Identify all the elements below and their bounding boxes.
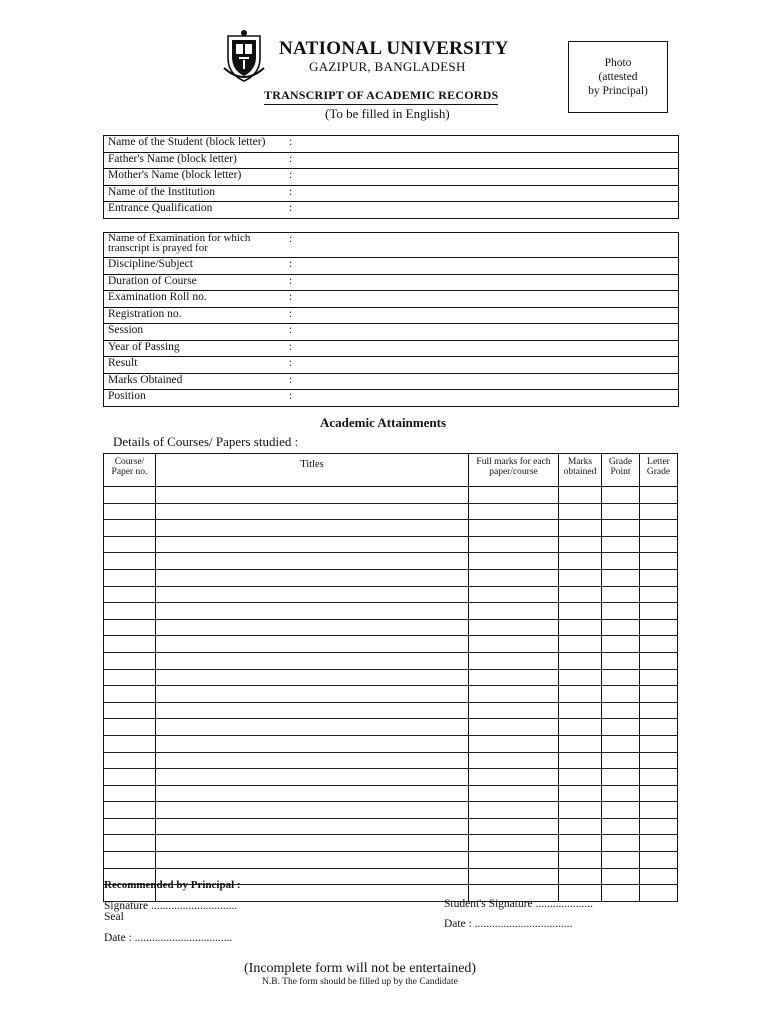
- marks-obtained-cell[interactable]: [559, 818, 602, 835]
- field-label: Examination Roll no.: [104, 291, 283, 308]
- full-marks-cell[interactable]: [469, 586, 559, 603]
- course-row: [104, 785, 678, 802]
- full-marks-cell[interactable]: [469, 835, 559, 852]
- letter-grade-cell[interactable]: [640, 769, 678, 786]
- full-marks-cell[interactable]: [469, 818, 559, 835]
- field-value[interactable]: [282, 258, 679, 275]
- course-row: [104, 619, 678, 636]
- letter-grade-cell[interactable]: [640, 818, 678, 835]
- course-row: [104, 702, 678, 719]
- marks-obtained-cell[interactable]: [559, 569, 602, 586]
- info-row[interactable]: [104, 274, 679, 291]
- courses-table: [103, 453, 678, 902]
- field-separator: :: [289, 390, 293, 402]
- marks-obtained-cell[interactable]: [559, 735, 602, 752]
- letter-grade-cell[interactable]: [640, 735, 678, 752]
- info-row[interactable]: [104, 136, 679, 153]
- info-row[interactable]: [104, 291, 679, 308]
- grade-point-cell[interactable]: [602, 619, 640, 636]
- field-label: Result: [104, 357, 283, 374]
- course-no-cell[interactable]: [104, 702, 156, 719]
- info-row[interactable]: [104, 324, 679, 341]
- letter-grade-cell[interactable]: [640, 669, 678, 686]
- university-location: GAZIPUR, BANGLADESH: [309, 59, 466, 74]
- course-no-cell[interactable]: [104, 520, 156, 537]
- principal-date-line[interactable]: Date : ..................................: [104, 932, 233, 944]
- field-separator: :: [289, 258, 293, 270]
- letter-grade-cell[interactable]: [640, 603, 678, 620]
- course-no-cell[interactable]: [104, 818, 156, 835]
- incomplete-form-warning: (Incomplete form will not be entertained): [244, 961, 477, 976]
- grade-point-cell[interactable]: [602, 652, 640, 669]
- field-separator: :: [289, 340, 293, 353]
- marks-obtained-cell[interactable]: [559, 586, 602, 603]
- column-header-titles: Titles: [156, 454, 469, 487]
- field-label: Registration no.: [104, 307, 283, 324]
- info-row[interactable]: [104, 390, 679, 407]
- field-separator: :: [289, 307, 293, 320]
- grade-point-cell[interactable]: [602, 636, 640, 653]
- field-separator: :: [289, 324, 293, 336]
- title-cell[interactable]: [156, 603, 469, 620]
- info-row[interactable]: [104, 202, 679, 219]
- title-cell[interactable]: [156, 652, 469, 669]
- title-cell[interactable]: [156, 752, 469, 769]
- grade-point-cell[interactable]: [602, 802, 640, 819]
- column-header-letter-grade: Letter Grade: [640, 454, 678, 487]
- title-cell[interactable]: [156, 686, 469, 703]
- course-row: [104, 569, 678, 586]
- full-marks-cell[interactable]: [469, 702, 559, 719]
- marks-obtained-cell[interactable]: [559, 520, 602, 537]
- grade-point-cell[interactable]: [602, 536, 640, 553]
- title-cell[interactable]: [156, 553, 469, 570]
- title-cell[interactable]: [156, 852, 469, 869]
- course-no-cell[interactable]: [104, 835, 156, 852]
- field-separator: :: [289, 373, 293, 386]
- field-value[interactable]: [282, 136, 679, 153]
- field-value[interactable]: [282, 274, 679, 291]
- grade-point-cell[interactable]: [602, 868, 640, 885]
- course-row: [104, 769, 678, 786]
- title-cell[interactable]: [156, 569, 469, 586]
- field-separator: :: [289, 233, 293, 245]
- marks-obtained-cell[interactable]: [559, 503, 602, 520]
- course-row: [104, 686, 678, 703]
- section-title: Academic Attainments: [320, 415, 447, 430]
- letter-grade-cell[interactable]: [640, 885, 678, 902]
- section-subtitle: Details of Courses/ Papers studied :: [113, 434, 299, 449]
- field-value[interactable]: [282, 233, 679, 258]
- letter-grade-cell[interactable]: [640, 503, 678, 520]
- field-separator: :: [289, 152, 293, 165]
- marks-obtained-cell[interactable]: [559, 652, 602, 669]
- field-label: Marks Obtained: [104, 373, 283, 390]
- course-row: [104, 487, 678, 504]
- title-cell[interactable]: [156, 669, 469, 686]
- letter-grade-cell[interactable]: [640, 719, 678, 736]
- full-marks-cell[interactable]: [469, 769, 559, 786]
- letter-grade-cell[interactable]: [640, 835, 678, 852]
- column-header-full-marks: Full marks for each paper/course: [469, 454, 559, 487]
- field-separator: :: [289, 136, 293, 148]
- title-cell[interactable]: [156, 835, 469, 852]
- student-signature-line[interactable]: Student's Signature ....................: [444, 898, 594, 910]
- full-marks-cell[interactable]: [469, 669, 559, 686]
- full-marks-cell[interactable]: [469, 636, 559, 653]
- course-no-cell[interactable]: [104, 852, 156, 869]
- field-value[interactable]: [282, 202, 679, 219]
- field-value[interactable]: [282, 291, 679, 308]
- title-cell[interactable]: [156, 735, 469, 752]
- letter-grade-cell[interactable]: [640, 868, 678, 885]
- course-no-cell[interactable]: [104, 802, 156, 819]
- grade-point-cell[interactable]: [602, 735, 640, 752]
- full-marks-cell[interactable]: [469, 719, 559, 736]
- field-label: Year of Passing: [104, 340, 283, 357]
- grade-point-cell[interactable]: [602, 586, 640, 603]
- marks-obtained-cell[interactable]: [559, 536, 602, 553]
- course-row: [104, 652, 678, 669]
- course-row: [104, 752, 678, 769]
- marks-obtained-cell[interactable]: [559, 636, 602, 653]
- grade-point-cell[interactable]: [602, 769, 640, 786]
- full-marks-cell[interactable]: [469, 520, 559, 537]
- course-row: [104, 735, 678, 752]
- course-no-cell[interactable]: [104, 586, 156, 603]
- full-marks-cell[interactable]: [469, 752, 559, 769]
- course-no-cell[interactable]: [104, 769, 156, 786]
- title-cell[interactable]: [156, 769, 469, 786]
- letter-grade-cell[interactable]: [640, 553, 678, 570]
- title-cell[interactable]: [156, 536, 469, 553]
- grade-point-cell[interactable]: [602, 818, 640, 835]
- title-cell[interactable]: [156, 520, 469, 537]
- title-cell[interactable]: [156, 487, 469, 504]
- title-cell[interactable]: [156, 818, 469, 835]
- courses-body: [104, 487, 678, 902]
- letter-grade-cell[interactable]: [640, 569, 678, 586]
- info-row[interactable]: [104, 373, 679, 390]
- info-row[interactable]: [104, 258, 679, 275]
- courses-header-row: [104, 454, 678, 487]
- seal-label: Seal: [104, 911, 124, 923]
- course-no-cell[interactable]: [104, 569, 156, 586]
- field-value[interactable]: [282, 324, 679, 341]
- course-no-cell[interactable]: [104, 785, 156, 802]
- grade-point-cell[interactable]: [602, 503, 640, 520]
- field-label: Name of the Student (block letter): [104, 136, 283, 153]
- student-info-table: [103, 135, 679, 219]
- letter-grade-cell[interactable]: [640, 802, 678, 819]
- letter-grade-cell[interactable]: [640, 752, 678, 769]
- title-cell[interactable]: [156, 619, 469, 636]
- marks-obtained-cell[interactable]: [559, 769, 602, 786]
- marks-obtained-cell[interactable]: [559, 868, 602, 885]
- course-row: [104, 536, 678, 553]
- grade-point-cell[interactable]: [602, 520, 640, 537]
- course-no-cell[interactable]: [104, 686, 156, 703]
- field-label: Position: [104, 390, 283, 407]
- university-logo: [220, 28, 268, 84]
- course-no-cell[interactable]: [104, 669, 156, 686]
- letter-grade-cell[interactable]: [640, 487, 678, 504]
- full-marks-cell[interactable]: [469, 686, 559, 703]
- course-row: [104, 503, 678, 520]
- field-value[interactable]: [282, 307, 679, 324]
- letter-grade-cell[interactable]: [640, 702, 678, 719]
- grade-point-cell[interactable]: [602, 702, 640, 719]
- marks-obtained-cell[interactable]: [559, 619, 602, 636]
- field-separator: :: [289, 291, 293, 303]
- column-header-course: Course/ Paper no.: [104, 454, 156, 487]
- field-label: Father's Name (block letter): [104, 152, 283, 169]
- full-marks-cell[interactable]: [469, 603, 559, 620]
- column-header-marks-obtained: Marks obtained: [559, 454, 602, 487]
- info-row[interactable]: [104, 357, 679, 374]
- letter-grade-cell[interactable]: [640, 852, 678, 869]
- field-separator: :: [289, 185, 293, 198]
- student-date-line[interactable]: Date : ..................................: [444, 918, 573, 930]
- field-value[interactable]: [282, 340, 679, 357]
- university-name: NATIONAL UNIVERSITY: [279, 38, 509, 59]
- grade-point-cell[interactable]: [602, 487, 640, 504]
- field-separator: :: [289, 202, 293, 214]
- title-cell[interactable]: [156, 503, 469, 520]
- course-no-cell[interactable]: [104, 652, 156, 669]
- full-marks-cell[interactable]: [469, 536, 559, 553]
- grade-point-cell[interactable]: [602, 603, 640, 620]
- exam-info-table: [103, 232, 679, 407]
- course-no-cell[interactable]: [104, 553, 156, 570]
- field-separator: :: [289, 169, 293, 181]
- grade-point-cell[interactable]: [602, 569, 640, 586]
- language-instruction: (To be filled in English): [325, 106, 450, 121]
- grade-point-cell[interactable]: [602, 852, 640, 869]
- field-separator: :: [289, 357, 293, 369]
- info-row[interactable]: [104, 185, 679, 202]
- marks-obtained-cell[interactable]: [559, 802, 602, 819]
- course-no-cell[interactable]: [104, 619, 156, 636]
- grade-point-cell[interactable]: [602, 785, 640, 802]
- full-marks-cell[interactable]: [469, 487, 559, 504]
- full-marks-cell[interactable]: [469, 652, 559, 669]
- marks-obtained-cell[interactable]: [559, 686, 602, 703]
- course-no-cell[interactable]: [104, 752, 156, 769]
- marks-obtained-cell[interactable]: [559, 719, 602, 736]
- recommended-by-label: Recommended by Principal :: [104, 879, 241, 891]
- grade-point-cell[interactable]: [602, 752, 640, 769]
- field-label: Name of the Institution: [104, 185, 283, 202]
- marks-obtained-cell[interactable]: [559, 785, 602, 802]
- course-row: [104, 636, 678, 653]
- grade-point-cell[interactable]: [602, 719, 640, 736]
- column-header-grade-point: Grade Point: [602, 454, 640, 487]
- field-label: Discipline/Subject: [104, 258, 283, 275]
- field-separator: :: [289, 274, 293, 287]
- full-marks-cell[interactable]: [469, 503, 559, 520]
- full-marks-cell[interactable]: [469, 569, 559, 586]
- letter-grade-cell[interactable]: [640, 619, 678, 636]
- marks-obtained-cell[interactable]: [559, 487, 602, 504]
- info-row[interactable]: [104, 152, 679, 169]
- letter-grade-cell[interactable]: [640, 785, 678, 802]
- course-no-cell[interactable]: [104, 735, 156, 752]
- course-row: [104, 520, 678, 537]
- title-cell[interactable]: [156, 586, 469, 603]
- field-label: Name of Examination for which transcript is prayed for: [104, 233, 283, 258]
- course-row: [104, 719, 678, 736]
- title-cell[interactable]: [156, 636, 469, 653]
- field-value[interactable]: [282, 169, 679, 186]
- letter-grade-cell[interactable]: [640, 520, 678, 537]
- field-value[interactable]: [282, 390, 679, 407]
- marks-obtained-cell[interactable]: [559, 702, 602, 719]
- course-row: [104, 852, 678, 869]
- course-no-cell[interactable]: [104, 536, 156, 553]
- course-row: [104, 835, 678, 852]
- course-no-cell[interactable]: [104, 636, 156, 653]
- grade-point-cell[interactable]: [602, 553, 640, 570]
- field-label: Mother's Name (block letter): [104, 169, 283, 186]
- title-cell[interactable]: [156, 785, 469, 802]
- principal-signature-line[interactable]: Signature ..............................: [104, 900, 238, 912]
- letter-grade-cell[interactable]: [640, 636, 678, 653]
- letter-grade-cell[interactable]: [640, 586, 678, 603]
- letter-grade-cell[interactable]: [640, 652, 678, 669]
- course-row: [104, 586, 678, 603]
- marks-obtained-cell[interactable]: [559, 553, 602, 570]
- course-row: [104, 802, 678, 819]
- letter-grade-cell[interactable]: [640, 536, 678, 553]
- full-marks-cell[interactable]: [469, 802, 559, 819]
- course-row: [104, 669, 678, 686]
- info-row[interactable]: [104, 169, 679, 186]
- course-no-cell[interactable]: [104, 719, 156, 736]
- document-title: TRANSCRIPT OF ACADEMIC RECORDS: [264, 88, 498, 105]
- info-row[interactable]: [104, 307, 679, 324]
- course-row: [104, 818, 678, 835]
- grade-point-cell[interactable]: [602, 686, 640, 703]
- field-label: Duration of Course: [104, 274, 283, 291]
- title-cell[interactable]: [156, 802, 469, 819]
- info-row[interactable]: [104, 340, 679, 357]
- field-label: Entrance Qualification: [104, 202, 283, 219]
- full-marks-cell[interactable]: [469, 619, 559, 636]
- course-no-cell[interactable]: [104, 603, 156, 620]
- marks-obtained-cell[interactable]: [559, 669, 602, 686]
- full-marks-cell[interactable]: [469, 852, 559, 869]
- marks-obtained-cell[interactable]: [559, 603, 602, 620]
- nb-note: N.B. The form should be filled up by the Candidate: [262, 977, 458, 987]
- grade-point-cell[interactable]: [602, 669, 640, 686]
- course-row: [104, 603, 678, 620]
- info-row[interactable]: [104, 233, 679, 258]
- marks-obtained-cell[interactable]: [559, 835, 602, 852]
- course-row: [104, 553, 678, 570]
- marks-obtained-cell[interactable]: [559, 752, 602, 769]
- field-value[interactable]: [282, 185, 679, 202]
- title-cell[interactable]: [156, 702, 469, 719]
- field-value[interactable]: [282, 152, 679, 169]
- marks-obtained-cell[interactable]: [559, 852, 602, 869]
- full-marks-cell[interactable]: [469, 868, 559, 885]
- title-cell[interactable]: [156, 719, 469, 736]
- photo-box[interactable]: Photo (attested by Principal): [568, 41, 668, 113]
- full-marks-cell[interactable]: [469, 735, 559, 752]
- grade-point-cell[interactable]: [602, 885, 640, 902]
- grade-point-cell[interactable]: [602, 835, 640, 852]
- full-marks-cell[interactable]: [469, 785, 559, 802]
- course-no-cell[interactable]: [104, 487, 156, 504]
- field-value[interactable]: [282, 373, 679, 390]
- field-value[interactable]: [282, 357, 679, 374]
- letter-grade-cell[interactable]: [640, 686, 678, 703]
- full-marks-cell[interactable]: [469, 553, 559, 570]
- course-no-cell[interactable]: [104, 503, 156, 520]
- field-label: Session: [104, 324, 283, 341]
